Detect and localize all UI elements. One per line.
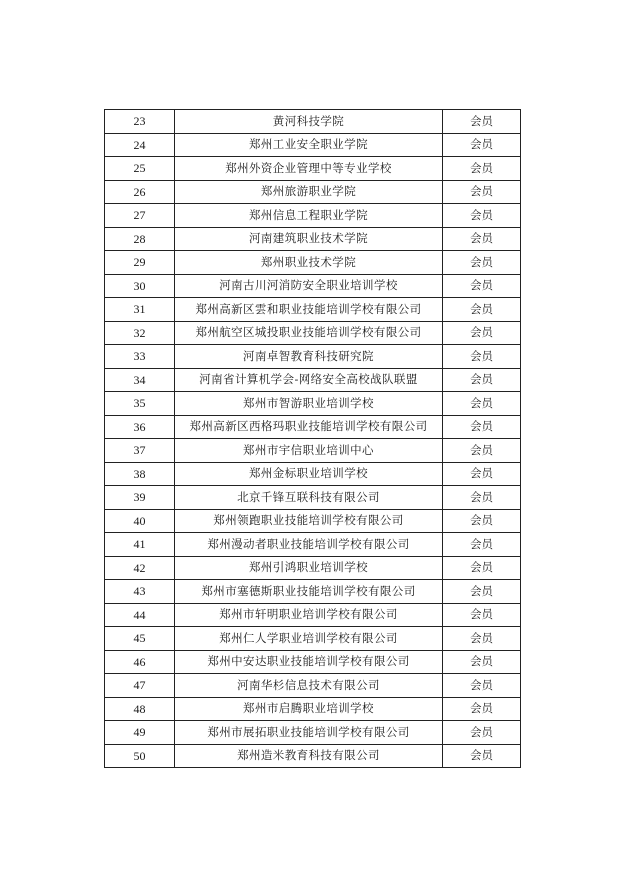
member-name: 河南建筑职业技术学院	[175, 227, 443, 251]
member-name: 郑州航空区城投职业技能培训学校有限公司	[175, 321, 443, 345]
member-type: 会员	[443, 556, 521, 580]
member-type: 会员	[443, 345, 521, 369]
member-name: 郑州市宇信职业培训中心	[175, 439, 443, 463]
member-type: 会员	[443, 180, 521, 204]
row-number: 32	[105, 321, 175, 345]
member-rows	[105, 110, 521, 768]
table-row	[105, 180, 521, 204]
row-number: 46	[105, 650, 175, 674]
member-type: 会员	[443, 204, 521, 228]
row-number: 38	[105, 462, 175, 486]
member-name: 郑州中安达职业技能培训学校有限公司	[175, 650, 443, 674]
table-row	[105, 627, 521, 651]
table-row	[105, 533, 521, 557]
member-type: 会员	[443, 133, 521, 157]
row-number: 47	[105, 674, 175, 698]
table-row	[105, 274, 521, 298]
member-type: 会员	[443, 674, 521, 698]
member-name: 河南省计算机学会-网络安全高校战队联盟	[175, 368, 443, 392]
table-row	[105, 204, 521, 228]
row-number: 34	[105, 368, 175, 392]
member-name: 郑州造米教育科技有限公司	[175, 744, 443, 768]
member-type: 会员	[443, 368, 521, 392]
row-number: 50	[105, 744, 175, 768]
row-number: 49	[105, 721, 175, 745]
member-type: 会员	[443, 227, 521, 251]
member-name: 郑州市展拓职业技能培训学校有限公司	[175, 721, 443, 745]
table-row	[105, 744, 521, 768]
member-type: 会员	[443, 439, 521, 463]
table-row	[105, 157, 521, 181]
member-name: 郑州市智游职业培训学校	[175, 392, 443, 416]
member-type: 会员	[443, 580, 521, 604]
table-row	[105, 580, 521, 604]
member-name: 黄河科技学院	[175, 110, 443, 134]
row-number: 48	[105, 697, 175, 721]
member-name: 河南华杉信息技术有限公司	[175, 674, 443, 698]
member-type: 会员	[443, 110, 521, 134]
member-name: 郑州高新区西格玛职业技能培训学校有限公司	[175, 415, 443, 439]
table-row	[105, 133, 521, 157]
member-type: 会员	[443, 744, 521, 768]
member-name: 河南卓智教育科技研究院	[175, 345, 443, 369]
member-name: 郑州职业技术学院	[175, 251, 443, 275]
row-number: 31	[105, 298, 175, 322]
table-row	[105, 556, 521, 580]
table-row	[105, 603, 521, 627]
row-number: 39	[105, 486, 175, 510]
member-type: 会员	[443, 157, 521, 181]
member-name: 郑州旅游职业学院	[175, 180, 443, 204]
row-number: 37	[105, 439, 175, 463]
row-number: 29	[105, 251, 175, 275]
member-type: 会员	[443, 392, 521, 416]
row-number: 41	[105, 533, 175, 557]
member-type: 会员	[443, 721, 521, 745]
row-number: 44	[105, 603, 175, 627]
member-name: 郑州信息工程职业学院	[175, 204, 443, 228]
member-type: 会员	[443, 697, 521, 721]
table-row	[105, 321, 521, 345]
member-name: 郑州工业安全职业学院	[175, 133, 443, 157]
row-number: 27	[105, 204, 175, 228]
table-row	[105, 251, 521, 275]
member-name: 河南古川河消防安全职业培训学校	[175, 274, 443, 298]
row-number: 43	[105, 580, 175, 604]
table-row	[105, 227, 521, 251]
member-name: 北京千锋互联科技有限公司	[175, 486, 443, 510]
row-number: 35	[105, 392, 175, 416]
row-number: 24	[105, 133, 175, 157]
table-row	[105, 110, 521, 134]
member-name: 郑州领跑职业技能培训学校有限公司	[175, 509, 443, 533]
row-number: 28	[105, 227, 175, 251]
row-number: 25	[105, 157, 175, 181]
member-type: 会员	[443, 486, 521, 510]
row-number: 30	[105, 274, 175, 298]
table-row	[105, 486, 521, 510]
table-row	[105, 415, 521, 439]
table-row	[105, 439, 521, 463]
member-type: 会员	[443, 627, 521, 651]
table-row	[105, 298, 521, 322]
member-type: 会员	[443, 251, 521, 275]
member-type: 会员	[443, 533, 521, 557]
table-row	[105, 509, 521, 533]
table-row	[105, 345, 521, 369]
member-type: 会员	[443, 321, 521, 345]
member-type: 会员	[443, 603, 521, 627]
table-row	[105, 721, 521, 745]
row-number: 42	[105, 556, 175, 580]
member-type: 会员	[443, 509, 521, 533]
member-type: 会员	[443, 650, 521, 674]
table-row	[105, 392, 521, 416]
member-name: 郑州引鸿职业培训学校	[175, 556, 443, 580]
table-row	[105, 368, 521, 392]
member-name: 郑州外资企业管理中等专业学校	[175, 157, 443, 181]
member-name: 郑州市启腾职业培训学校	[175, 697, 443, 721]
table-row	[105, 462, 521, 486]
member-name: 郑州市轩明职业培训学校有限公司	[175, 603, 443, 627]
member-name: 郑州金标职业培训学校	[175, 462, 443, 486]
row-number: 23	[105, 110, 175, 134]
table-row	[105, 697, 521, 721]
member-name: 郑州漫动者职业技能培训学校有限公司	[175, 533, 443, 557]
member-name: 郑州市塞德斯职业技能培训学校有限公司	[175, 580, 443, 604]
member-name: 郑州高新区雲和职业技能培训学校有限公司	[175, 298, 443, 322]
member-type: 会员	[443, 415, 521, 439]
row-number: 36	[105, 415, 175, 439]
member-name: 郑州仁人学职业培训学校有限公司	[175, 627, 443, 651]
table-row	[105, 674, 521, 698]
row-number: 33	[105, 345, 175, 369]
member-type: 会员	[443, 462, 521, 486]
member-type: 会员	[443, 274, 521, 298]
row-number: 45	[105, 627, 175, 651]
row-number: 40	[105, 509, 175, 533]
row-number: 26	[105, 180, 175, 204]
table-row	[105, 650, 521, 674]
member-type: 会员	[443, 298, 521, 322]
member-table	[104, 109, 521, 768]
